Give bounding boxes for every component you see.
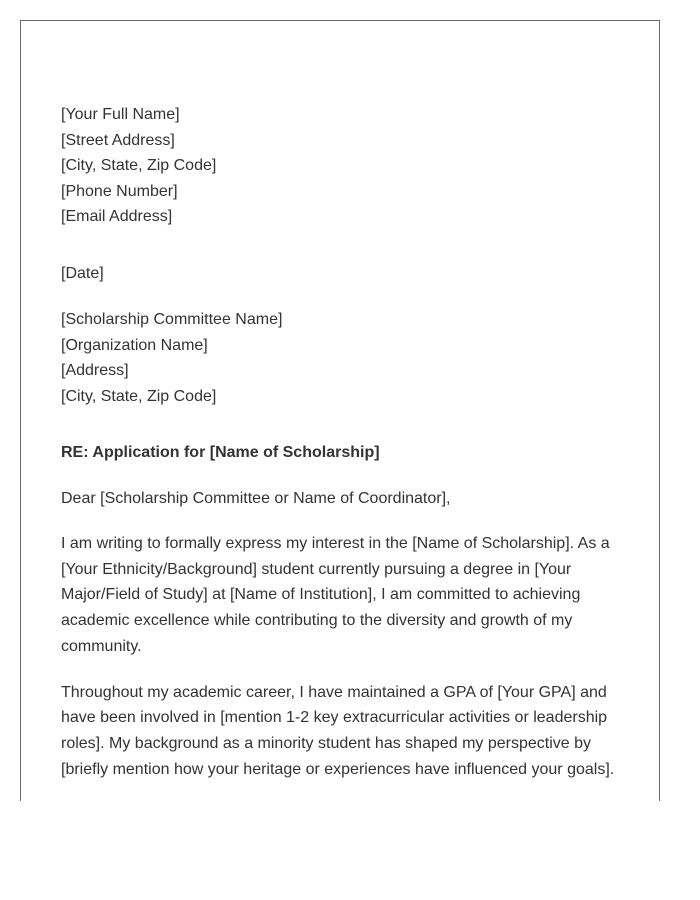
sender-email: [Email Address] bbox=[61, 208, 173, 225]
sender-phone: [Phone Number] bbox=[61, 182, 178, 200]
letter-date: [Date] bbox=[61, 264, 104, 282]
sender-street: [Street Address] bbox=[61, 131, 175, 149]
recipient-address: [Address] bbox=[61, 362, 129, 379]
sender-name: [Your Full Name] bbox=[61, 106, 180, 123]
sender-city-state-zip: [City, State, Zip Code] bbox=[61, 157, 217, 174]
recipient-address-block bbox=[61, 307, 621, 409]
recipient-organization: [Organization Name] bbox=[61, 336, 208, 354]
sender-address-block bbox=[61, 102, 621, 230]
letter-page bbox=[20, 20, 660, 801]
salutation: Dear [Scholarship Committee or Name of Coordinator], bbox=[61, 489, 451, 507]
recipient-city-state-zip: [City, State, Zip Code] bbox=[61, 387, 217, 405]
body-paragraph-2: Throughout my academic career, I have maintained a GPA of [Your GPA] and have been involved in [mention 1-2 key extracurricular activities or leadership roles]. My background as a minority student has shaped my perspective by [briefly mention how your heritage or experiences have influenced your goals]. bbox=[61, 683, 615, 778]
body-paragraph-1: I am writing to formally express my interest in the [Name of Scholarship]. As a [Your Ethnicity/Background] student currently pursuing a degree in [Your Major/Field of Study] at [Name of Institution], I am committed to achieving academic excellence while contributing to the diversity and growth of my community. bbox=[61, 535, 610, 655]
subject-line: RE: Application for [Name of Scholarship] bbox=[61, 444, 380, 461]
letter-content bbox=[61, 102, 621, 782]
recipient-committee: [Scholarship Committee Name] bbox=[61, 311, 283, 328]
date-line bbox=[61, 261, 621, 287]
